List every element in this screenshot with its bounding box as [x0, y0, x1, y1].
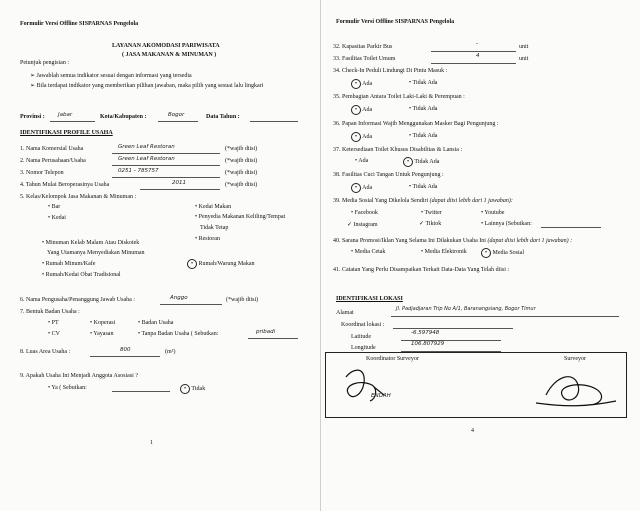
- selected-circle-icon: •: [351, 105, 361, 115]
- q1-label: 1. Nama Komersial Usaha: [20, 146, 84, 152]
- opt-rumah-minum-text: Rumah Minum/Kafe: [45, 261, 96, 267]
- opt-media-cetak-text: Media Cetak: [354, 249, 386, 255]
- q37-ada-text: Ada: [358, 158, 369, 164]
- q32-label: 32. Kapasitas Parkir Bus: [333, 44, 393, 50]
- q6-label: 6. Nama Pengusaha/Penanggung Jawab Usaha :: [20, 297, 135, 303]
- provinsi-label: Provinsi :: [20, 114, 45, 120]
- opt-minuman[interactable]: • Minuman Kelab Malam Atau Diskotek: [42, 240, 140, 246]
- opt-rumah-warung[interactable]: [187, 259, 255, 269]
- q34-ada[interactable]: [351, 79, 372, 89]
- q40-note: (dapat diisi lebih dari 1 jawaban) :: [487, 238, 573, 244]
- opt-bar[interactable]: • Bar: [48, 204, 61, 210]
- q8-unit: (m²): [165, 349, 176, 355]
- q38-ada-text: Ada: [362, 185, 373, 191]
- opt-cv-text: CV: [51, 331, 60, 337]
- koordinat-label: Koordinat lokasi :: [341, 322, 385, 328]
- provinsi-line: [50, 121, 95, 122]
- check-icon: ✓: [419, 221, 425, 227]
- kota-value[interactable]: Bogor: [168, 112, 185, 118]
- opt-twitter[interactable]: • Twitter: [421, 210, 442, 216]
- signature-name: ENDAH: [371, 393, 391, 399]
- opt-cv[interactable]: • CV: [48, 331, 60, 337]
- q7-label: 7. Bentuk Badan Usaha :: [20, 309, 80, 315]
- section-profile: IDENTIFIKASI PROFILE USAHA: [20, 130, 113, 136]
- opt-badan[interactable]: • Badan Usaha: [138, 320, 174, 326]
- right-page: [320, 0, 640, 511]
- q33-line: [431, 63, 516, 64]
- koordinator-label: Koordinator Surveyor: [366, 356, 419, 362]
- q4-answer[interactable]: 2011: [172, 180, 186, 186]
- opt-media-elektronik-text: Media Elektronik: [424, 249, 467, 255]
- left-header: Formulir Versi Offline SISPARNAS Pengelola: [20, 21, 139, 27]
- q2-label: 2. Nama Perusahaan/Usaha: [20, 158, 86, 164]
- q6-wajib: (*wajib diisi): [226, 297, 259, 303]
- opt-yayasan[interactable]: • Yayasan: [90, 331, 114, 337]
- q9-label: 9. Apakah Usaha Ini Menjadi Anggota Asosiasi ?: [20, 373, 138, 379]
- opt-rumah-warung-text: Rumah/Warung Makan: [198, 261, 255, 267]
- check-icon: ✓: [347, 222, 353, 228]
- opt-pt-text: PT: [51, 320, 59, 326]
- longitude-label: Longitude: [351, 345, 376, 351]
- q7-answer[interactable]: pribadi: [256, 329, 276, 335]
- signature-box: [325, 352, 627, 418]
- opt-koperasi-text: Koperasi: [93, 320, 116, 326]
- selected-circle-icon: •: [187, 259, 197, 269]
- instruction-2: ➢ Bila terdapat indikator yang memberikan pilihan jawaban, maka pilih yang sesuai lalu lingkari: [30, 83, 264, 89]
- selected-circle-icon: •: [351, 79, 361, 89]
- q3-wajib: (*wajib diisi): [225, 170, 258, 176]
- opt-rumah-kedai[interactable]: • Rumah/Kedai Obat Tradisional: [42, 272, 121, 278]
- opt-youtube[interactable]: • Youtube: [481, 210, 505, 216]
- q38-tidak-text: Tidak Ada: [412, 184, 438, 190]
- q35-ada-text: Ada: [362, 107, 373, 113]
- q6-line: [160, 304, 222, 305]
- opt-media-sosial-text: Media Sosial: [492, 250, 524, 256]
- latitude-value[interactable]: -6.597948: [411, 330, 440, 336]
- q33-unit: unit: [519, 56, 529, 62]
- tahun-line: [250, 121, 298, 122]
- q1-line: [112, 153, 220, 154]
- opt-tidak-tetap: Tidak Tetap: [200, 225, 229, 231]
- opt-lainnya[interactable]: • Lainnya (Sebutkan:: [481, 221, 532, 227]
- q34-tidak[interactable]: • Tidak Ada: [409, 80, 438, 86]
- instruction-2-text: Bila terdapat indikator yang memberikan pilihan jawaban, maka pilih yang sesuai lalu lingkari: [36, 83, 264, 89]
- alamat-line: [391, 316, 619, 317]
- opt-minuman-cont: Yang Utamanya Menyediakan Minuman: [47, 250, 145, 256]
- signature-surveyor: [326, 365, 626, 415]
- opt-youtube-text: Youtube: [484, 210, 505, 216]
- q32-line: [431, 51, 516, 52]
- q37-ada[interactable]: • Ada: [355, 158, 369, 164]
- q35-ada[interactable]: [351, 105, 372, 115]
- opt-restoran[interactable]: • Restoran: [195, 236, 220, 242]
- q37-label: 37. Ketersediaan Toilet Khusus Disabilitas & Lansia :: [333, 147, 463, 153]
- kota-label: Kota/Kabupaten :: [100, 114, 147, 120]
- opt-ya[interactable]: • Ya ( Sebutkan:: [48, 385, 87, 391]
- opt-lainnya-text: Lainnya (Sebutkan:: [484, 221, 532, 227]
- q3-answer[interactable]: 0251 - 785757: [118, 168, 159, 174]
- form-subtitle: ( JASA MAKANAN & MINUMAN ): [122, 52, 217, 58]
- q38-label: 38. Fasilitas Cuci Tangan Untuk Pengunjung :: [333, 172, 444, 178]
- right-header: Formulir Versi Offline SISPARNAS Pengelola: [336, 19, 455, 25]
- opt-koperasi[interactable]: • Koperasi: [90, 320, 116, 326]
- q36-tidak-text: Tidak Ada: [412, 133, 438, 139]
- opt-facebook[interactable]: • Facebook: [351, 210, 378, 216]
- opt-instagram-text: Instagram: [353, 222, 378, 228]
- q8-label: 8. Luas Area Usaha :: [20, 349, 71, 355]
- opt-tidak[interactable]: [180, 384, 205, 394]
- opt-minuman-text: Minuman Kelab Malam Atau Diskotek: [45, 240, 140, 246]
- q34-label: 34. Check-In Peduli Lindungi Di Pintu Masuk :: [333, 68, 448, 74]
- provinsi-value[interactable]: Jabar: [58, 112, 73, 118]
- opt-bar-text: Bar: [51, 204, 61, 210]
- selected-circle-icon: •: [351, 132, 361, 142]
- q2-line: [112, 165, 220, 166]
- opt-tidak-text: Tidak: [191, 386, 206, 392]
- q2-answer[interactable]: Green Leaf Restoran: [118, 156, 175, 162]
- surveyor-label: Surveyor: [564, 356, 586, 362]
- opt-kedai[interactable]: • Kedai: [48, 215, 66, 221]
- q6-answer[interactable]: Anggo: [170, 295, 188, 301]
- q36-ada-text: Ada: [362, 134, 373, 140]
- q32-answer[interactable]: -: [476, 41, 478, 47]
- opt-rumah-kedai-text: Rumah/Kedai Obat Tradisional: [45, 272, 121, 278]
- opt-badan-text: Badan Usaha: [141, 320, 174, 326]
- q3-label: 3. Nomor Telepon: [20, 170, 64, 176]
- opt-instagram[interactable]: [347, 221, 378, 228]
- opt-rumah-minum[interactable]: • Rumah Minum/Kafe: [42, 261, 96, 267]
- opt-tiktok[interactable]: [419, 220, 441, 227]
- q40-label: [333, 238, 572, 244]
- opt-media-sosial[interactable]: [481, 248, 524, 258]
- selected-circle-icon: •: [403, 157, 413, 167]
- q3-line: [112, 177, 220, 178]
- opt-yayasan-text: Yayasan: [93, 331, 114, 337]
- opt-media-elektronik[interactable]: • Media Elektronik: [421, 249, 467, 255]
- instructions-label: Petunjuk pengisian :: [20, 60, 69, 66]
- alamat-label: Alamat: [336, 310, 354, 316]
- q39-label: [333, 198, 513, 204]
- q39-text: 39. Media Sosial Yang Dikelola Sendiri: [333, 198, 429, 204]
- q4-wajib: (*wajib diisi): [225, 182, 258, 188]
- q36-label: 36. Papan Informasi Wajib Menggunakan Masker Bagi Pengunjung :: [333, 121, 499, 127]
- q38-ada[interactable]: [351, 183, 372, 193]
- q34-ada-text: Ada: [362, 81, 373, 87]
- q39-note: (dapat diisi lebih dari 1 jawaban):: [429, 198, 513, 204]
- opt-media-cetak[interactable]: • Media Cetak: [351, 249, 386, 255]
- page-number-left: 1: [150, 440, 153, 446]
- q35-label: 35. Pembagian Antara Toilet Laki-Laki & Perempuan :: [333, 94, 465, 100]
- q8-line: [90, 356, 160, 357]
- opt-ya-text: Ya ( Sebutkan:: [51, 385, 87, 391]
- koordinat-line: [393, 328, 513, 329]
- longitude-value[interactable]: 106.807929: [411, 341, 445, 347]
- q38-tidak[interactable]: • Tidak Ada: [409, 184, 438, 190]
- kota-line: [158, 121, 198, 122]
- opt-tiktok-text: Tiktok: [425, 221, 442, 227]
- q34-tidak-text: Tidak Ada: [412, 80, 438, 86]
- instruction-1: ➢ Jawablah semua indikator sesuai dengan informasi yang tersedia: [30, 73, 192, 79]
- q9-line: [112, 391, 170, 392]
- q1-wajib: (*wajib diisi): [225, 146, 258, 152]
- q35-tidak[interactable]: • Tidak Ada: [409, 106, 438, 112]
- opt-penyedia[interactable]: • Penyedia Makanan Keliling/Tempat: [195, 214, 286, 220]
- q41-label: 41. Catatan Yang Perlu Disampaikan Terkait Data-Data Yang Telah diisi :: [333, 267, 510, 273]
- section-lokasi: IDENTIFIKASI LOKASI: [336, 296, 403, 302]
- q36-tidak[interactable]: • Tidak Ada: [409, 133, 438, 139]
- opt-pt[interactable]: • PT: [48, 320, 59, 326]
- q4-label: 4. Tahun Mulai Beroperasinya Usaha: [20, 182, 110, 188]
- form-title: LAYANAN AKOMODASI PARIWISATA: [112, 43, 220, 49]
- opt-tanpa-text: Tanpa Badan Usaha ( Sebutkan:: [141, 331, 219, 337]
- opt-kedai-text: Kedai: [51, 215, 66, 221]
- instruction-1-text: Jawablah semua indikator sesuai dengan informasi yang tersedia: [36, 73, 192, 79]
- q33-label: 33. Fasilitas Toilet Umum: [333, 56, 396, 62]
- tahun-label: Data Tahun :: [206, 114, 240, 120]
- opt-penyedia-text: Penyedia Makanan Keliling/Tempat: [198, 214, 286, 220]
- latitude-label: Latitude: [351, 334, 371, 340]
- opt-kedai-makan-text: Kedai Makan: [198, 204, 232, 210]
- q4-line: [140, 189, 220, 190]
- opt-kedai-makan[interactable]: • Kedai Makan: [195, 204, 232, 210]
- lainnya-line: [541, 227, 601, 228]
- q8-answer[interactable]: 800: [120, 347, 131, 353]
- q37-tidak[interactable]: [403, 157, 439, 167]
- opt-facebook-text: Facebook: [354, 210, 378, 216]
- q40-text: 40. Sarana Promosi/Iklan Yang Selama Ini Dilakukan Usaha Ini: [333, 238, 486, 244]
- selected-circle-icon: •: [351, 183, 361, 193]
- q33-answer[interactable]: 4: [476, 53, 480, 59]
- selected-circle-icon: •: [180, 384, 190, 394]
- opt-twitter-text: Twitter: [424, 210, 442, 216]
- q37-tidak-text: Tidak Ada: [414, 159, 440, 165]
- page-number-right: 4: [471, 428, 474, 434]
- q35-tidak-text: Tidak Ada: [412, 106, 438, 112]
- opt-tanpa[interactable]: • Tanpa Badan Usaha ( Sebutkan:: [138, 331, 219, 337]
- opt-restoran-text: Restoran: [198, 236, 220, 242]
- selected-circle-icon: •: [481, 248, 491, 258]
- alamat-value[interactable]: Jl. Padjadjaran Trip No A/1, Baranangsiang, Bogor Timur: [396, 306, 536, 312]
- q32-unit: unit: [519, 44, 529, 50]
- q7-line: [248, 338, 298, 339]
- q5-label: 5. Kelas/Kelompok Jasa Makanan & Minuman :: [20, 194, 137, 200]
- q36-ada[interactable]: [351, 132, 372, 142]
- q2-wajib: (*wajib diisi): [225, 158, 258, 164]
- q1-answer[interactable]: Green Leaf Restoran: [118, 144, 175, 150]
